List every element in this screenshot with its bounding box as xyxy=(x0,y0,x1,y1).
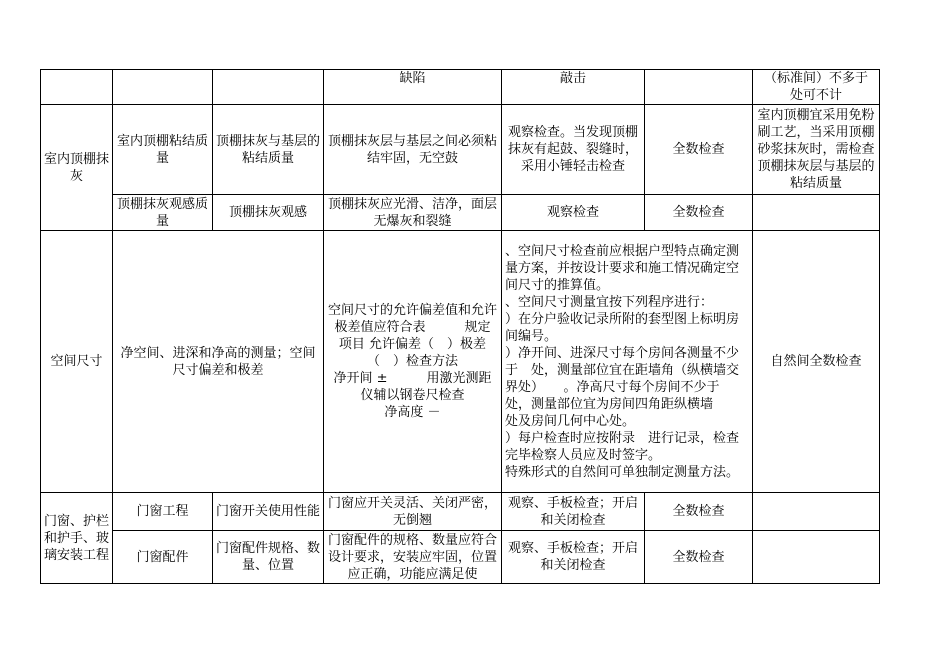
table-row-door-hardware xyxy=(41,531,880,584)
cell-remark xyxy=(753,70,880,105)
table-row-door-operation xyxy=(41,493,880,531)
cell-quantity: 全数检查 xyxy=(645,531,753,584)
cell-subitem: 门窗配件规格、数量、位置 xyxy=(213,531,324,584)
cell-method: 观察检查。当发现顶棚抹灰有起鼓、裂缝时，采用小锤轻击检查 xyxy=(502,105,645,195)
cell-category xyxy=(41,70,113,105)
cell-method: 敲击 xyxy=(502,70,645,105)
cell-item xyxy=(113,70,213,105)
table-row-header xyxy=(41,70,880,105)
method-line: ）净开间、进深尺寸每个房间各测量不少于 处，测量部位宜在距墙角（纵横墙交界处） 。净高尺寸每个房间不少于 处，测量部位宜为房间四角距纵横墙 处及房间几何中心处。 xyxy=(505,345,740,429)
cell-item: 门窗工程 xyxy=(113,493,213,531)
cell-category-doors: 门窗、护栏和护手、玻璃安装工程 xyxy=(41,493,113,584)
cell-item: 室内顶棚粘结质量 xyxy=(113,105,213,195)
cell-quantity: 全数检查 xyxy=(645,493,753,531)
cell-method: 观察、手板检查；开启和关闭检查 xyxy=(502,531,645,584)
cell-quantity: 自然间全数检查 xyxy=(753,231,880,493)
cell-method: 观察检查 xyxy=(502,195,645,231)
table-row-ceiling-appearance xyxy=(41,195,880,231)
table-row-ceiling-bond xyxy=(41,105,880,195)
cell-requirement: 顶棚抹灰应光滑、洁净，面层无爆灰和裂缝 xyxy=(324,195,502,231)
requirement-line: 空间尺寸的允许偏差值和允许极差值应符合表 规定 xyxy=(327,303,497,335)
cell-category-ceiling: 室内顶棚抹灰 xyxy=(41,105,113,231)
cell-item: 顶棚抹灰观感质量 xyxy=(113,195,213,231)
cell-subitem xyxy=(213,70,324,105)
cell-item: 净空间、进深和净高的测量；空间尺寸偏差和极差 xyxy=(113,231,324,493)
requirement-line: 净开间 ± 用激光测距仪辅以钢卷尺检查 xyxy=(333,371,492,403)
table-row-space xyxy=(41,231,880,493)
method-line: 、空间尺寸测量宜按下列程序进行： xyxy=(505,294,714,310)
inspection-table xyxy=(40,69,880,584)
cell-requirement xyxy=(324,231,502,493)
cell-category-space: 空间尺寸 xyxy=(41,231,113,493)
method-line: 特殊形式的自然间可单独制定测量方法。 xyxy=(505,464,740,480)
remark-line: 处可不计 xyxy=(789,88,842,103)
requirement-line: 项目 允许偏差（ ）极差（ ）检查方法 xyxy=(338,337,487,369)
cell-requirement: 门窗应开关灵活、关闭严密，无倒翘 xyxy=(324,493,502,531)
cell-quantity: 全数检查 xyxy=(645,105,753,195)
cell-method: 观察、手板检查；开启和关闭检查 xyxy=(502,493,645,531)
cell-remark xyxy=(753,493,880,531)
cell-remark xyxy=(753,195,880,231)
remark-line: （标准间）不多于 xyxy=(763,71,868,86)
cell-requirement: 缺陷 xyxy=(324,70,502,105)
method-line: ）在分户验收记录所附的套型图上标明房间编号。 xyxy=(505,311,740,344)
cell-quantity xyxy=(645,70,753,105)
cell-quantity: 全数检查 xyxy=(645,195,753,231)
cell-requirement: 门窗配件的规格、数量应符合设计要求，安装应牢固，位置应正确，功能应满足使 xyxy=(324,531,502,584)
cell-subitem: 顶棚抹灰观感 xyxy=(213,195,324,231)
cell-remark xyxy=(753,531,880,584)
cell-item: 门窗配件 xyxy=(113,531,213,584)
method-line: 、空间尺寸检查前应根据户型特点确定测量方案，并按设计要求和施工情况确定空间尺寸的推算值。 xyxy=(505,243,740,293)
cell-subitem: 顶棚抹灰与基层的粘结质量 xyxy=(213,105,324,195)
requirement-line: 净高度 － xyxy=(384,405,441,420)
cell-requirement: 顶棚抹灰层与基层之间必须粘结牢固，无空鼓 xyxy=(324,105,502,195)
cell-subitem: 门窗开关使用性能 xyxy=(213,493,324,531)
method-line: ）每户检查时应按附录 进行记录，检查完毕检察人员应及时签字。 xyxy=(505,430,740,463)
cell-method xyxy=(502,231,753,493)
cell-remark: 室内顶棚宜采用免粉刷工艺，当采用顶棚砂浆抹灰时，需检查顶棚抹灰层与基层的粘结质量 xyxy=(753,105,880,195)
